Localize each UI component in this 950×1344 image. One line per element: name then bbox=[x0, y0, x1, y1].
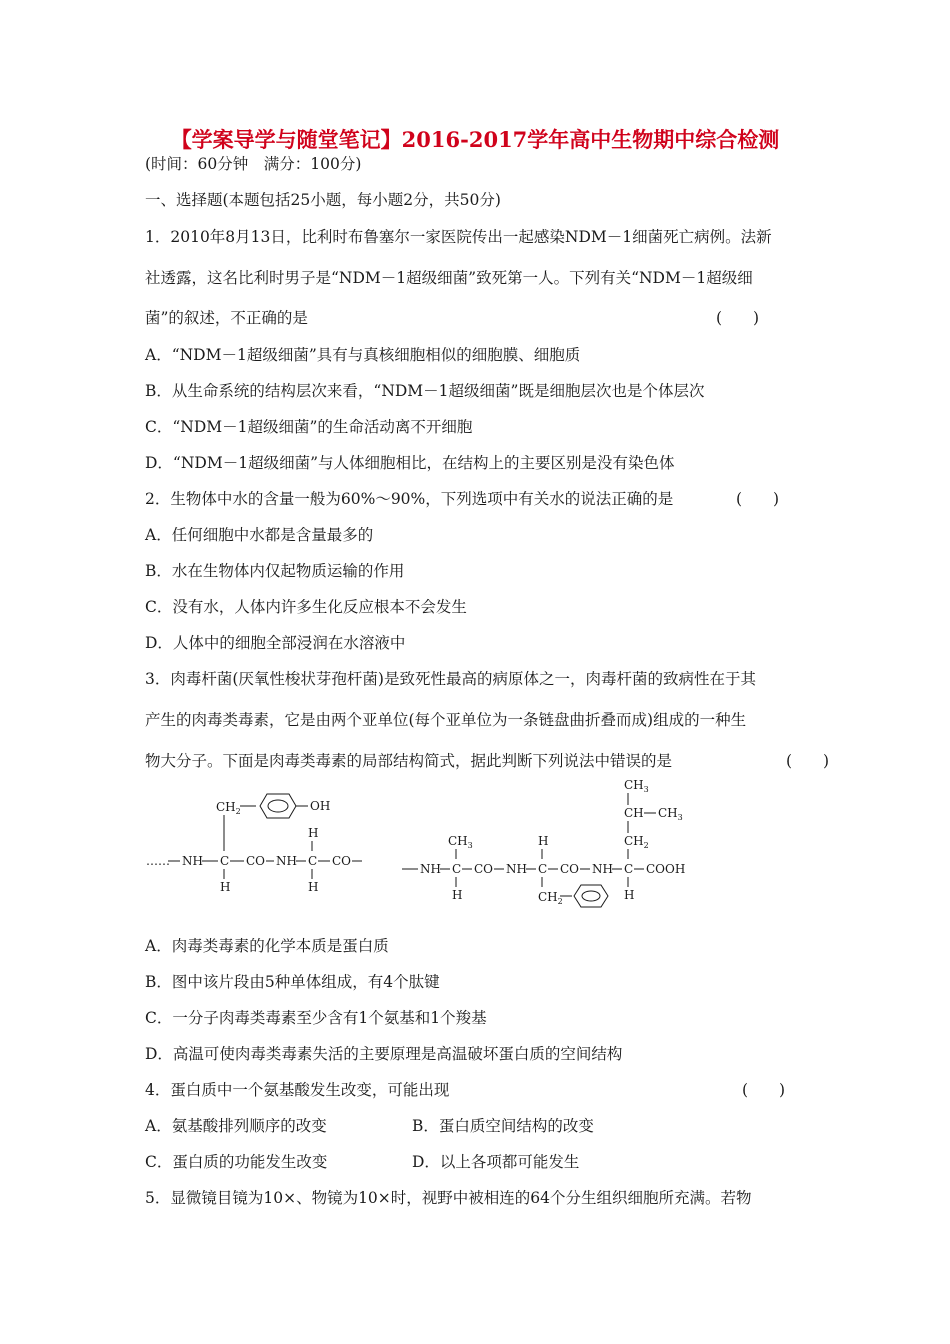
q2-option-a: A．任何细胞中水都是含量最多的 bbox=[145, 526, 374, 544]
ch3-label: $CH_3$ bbox=[448, 834, 473, 850]
alpha-carbon-label: C bbox=[220, 854, 230, 868]
ch2-label: $CH_2$ bbox=[624, 834, 649, 850]
benzene-ring-icon bbox=[574, 885, 608, 907]
chain-dots: …… bbox=[146, 854, 170, 868]
hydrogen-label: H bbox=[220, 880, 231, 894]
q5-stem-line-1: 5．显微镜目镜为10×、物镜为10×时，视野中被相连的64个分生组织细胞所充满。若物 bbox=[145, 1189, 752, 1207]
alpha-carbon-label: C bbox=[624, 862, 634, 876]
ch-label: CH bbox=[624, 806, 644, 820]
nh-label: NH bbox=[592, 862, 613, 876]
q2-option-c: C．没有水，人体内许多生化反应根本不会发生 bbox=[145, 598, 467, 616]
q3-option-b: B．图中该片段由5种单体组成，有4个肽键 bbox=[145, 973, 440, 991]
ch3-label: $CH_3$ bbox=[658, 806, 683, 822]
hydrogen-label: H bbox=[624, 888, 635, 902]
q1-option-c: C．“NDM－1超级细菌”的生命活动离不开细胞 bbox=[145, 418, 473, 436]
q4-option-b: B．蛋白质空间结构的改变 bbox=[412, 1117, 594, 1135]
ring-inner bbox=[582, 891, 600, 901]
co-label: CO bbox=[560, 862, 580, 876]
hydroxyl-label: OH bbox=[310, 799, 331, 813]
carboxyl-label: COOH bbox=[646, 862, 686, 876]
benzene-ring-icon bbox=[260, 794, 296, 818]
q3-option-d: D．高温可使肉毒类毒素失活的主要原理是高温破坏蛋白质的空间结构 bbox=[145, 1045, 623, 1063]
q3-stem-line-2: 产生的肉毒类毒素，它是由两个亚单位(每个亚单位为一条链盘曲折叠而成)组成的一种生 bbox=[145, 711, 747, 729]
page-title: 【学案导学与随堂笔记】2016-2017学年高中生物期中综合检测 bbox=[170, 127, 780, 152]
q2-option-b: B．水在生物体内仅起物质运输的作用 bbox=[145, 562, 405, 580]
q3-option-c: C．一分子肉毒类毒素至少含有1个氨基和1个羧基 bbox=[145, 1009, 487, 1027]
alpha-carbon-label: C bbox=[452, 862, 462, 876]
co-label: CO bbox=[332, 854, 352, 868]
co-label: CO bbox=[474, 862, 494, 876]
nh-label: NH bbox=[420, 862, 441, 876]
q2-option-d: D．人体中的细胞全部浸润在水溶液中 bbox=[145, 634, 406, 652]
ch2-label: $CH_2$ bbox=[538, 890, 563, 906]
q3-answer-blank: ( ) bbox=[786, 752, 830, 770]
ch2-label: $CH_2$ bbox=[216, 800, 241, 816]
nh-label: NH bbox=[182, 854, 203, 868]
q3-option-a: A．肉毒类毒素的化学本质是蛋白质 bbox=[145, 937, 389, 955]
hydrogen-label: H bbox=[308, 826, 319, 840]
q4-stem: 4．蛋白质中一个氨基酸发生改变，可能出现 bbox=[145, 1081, 450, 1099]
alpha-carbon-label: C bbox=[538, 862, 548, 876]
q4-answer-blank: ( ) bbox=[742, 1081, 786, 1099]
peptide-structure-figure bbox=[140, 775, 700, 910]
section-heading: 一、选择题(本题包括25小题，每小题2分，共50分) bbox=[145, 191, 501, 209]
q1-option-d: D．“NDM－1超级细菌”与人体细胞相比，在结构上的主要区别是没有染色体 bbox=[145, 454, 675, 472]
q2-stem: 2．生物体中水的含量一般为60%～90%，下列选项中有关水的说法正确的是 bbox=[145, 490, 674, 508]
q1-stem-line-1: 1．2010年8月13日，比利时布鲁塞尔一家医院传出一起感染NDM－1细菌死亡病例。法新 bbox=[145, 228, 772, 246]
nh-label: NH bbox=[506, 862, 527, 876]
q1-stem-line-3: 菌”的叙述，不正确的是 bbox=[145, 309, 308, 327]
q2-answer-blank: ( ) bbox=[736, 490, 780, 508]
co-label: CO bbox=[246, 854, 266, 868]
hydrogen-label: H bbox=[452, 888, 463, 902]
q1-stem-line-2: 社透露，这名比利时男子是“NDM－1超级细菌”致死第一人。下列有关“NDM－1超级细 bbox=[145, 269, 753, 287]
q4-option-c: C．蛋白质的功能发生改变 bbox=[145, 1153, 328, 1171]
q1-option-a: A．“NDM－1超级细菌”具有与真核细胞相似的细胞膜、细胞质 bbox=[145, 346, 581, 364]
q3-stem-line-1: 3．肉毒杆菌(厌氧性梭状芽孢杆菌)是致死性最高的病原体之一，肉毒杆菌的致病性在于其 bbox=[145, 670, 756, 688]
exam-meta: (时间：60分钟 满分：100分) bbox=[145, 155, 362, 173]
alpha-carbon-label: C bbox=[308, 854, 318, 868]
q3-stem-line-3: 物大分子。下面是肉毒类毒素的局部结构简式，据此判断下列说法中错误的是 bbox=[145, 752, 673, 770]
q4-option-a: A．氨基酸排列顺序的改变 bbox=[145, 1117, 327, 1135]
q1-answer-blank: ( ) bbox=[716, 309, 760, 327]
hydrogen-label: H bbox=[308, 880, 319, 894]
hydrogen-label: H bbox=[538, 834, 549, 848]
q4-option-d: D．以上各项都可能发生 bbox=[412, 1153, 580, 1171]
ch3-label: $CH_3$ bbox=[624, 778, 649, 794]
ring-inner bbox=[268, 800, 288, 812]
q1-option-b: B．从生命系统的结构层次来看，“NDM－1超级细菌”既是细胞层次也是个体层次 bbox=[145, 382, 705, 400]
nh-label: NH bbox=[276, 854, 297, 868]
